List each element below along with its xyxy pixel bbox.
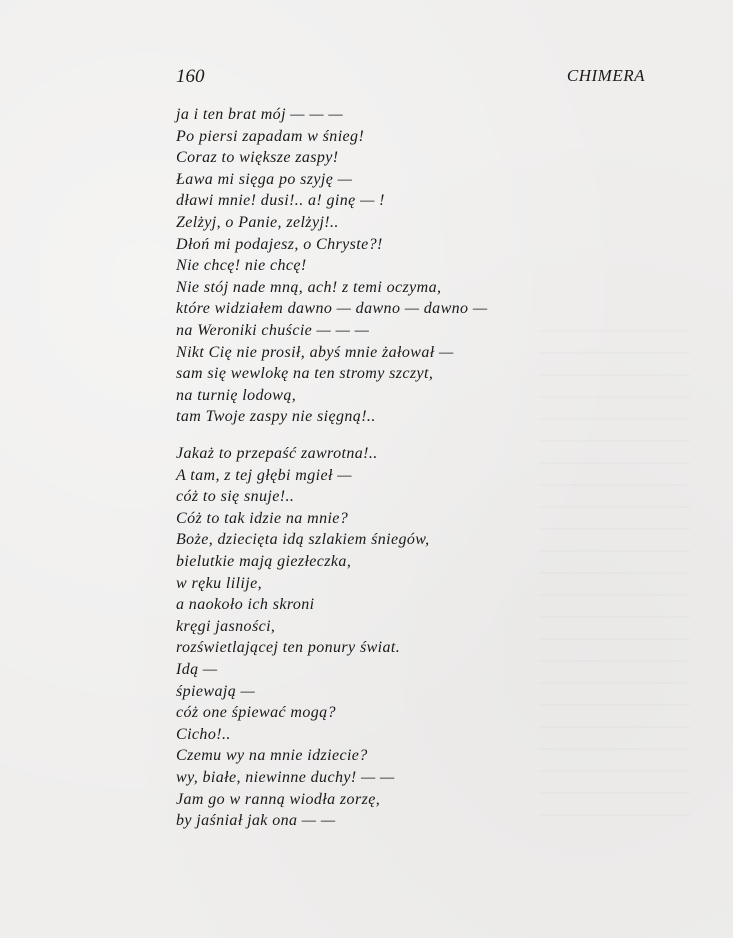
poem-line: wy, białe, niewinne duchy! — — bbox=[176, 768, 395, 786]
poem-line: dławi mnie! dusi!.. a! ginę — ! bbox=[176, 192, 385, 210]
poem-line: Czemu wy na mnie idziecie? bbox=[176, 747, 368, 765]
poem-line: ja i ten brat mój — — — bbox=[176, 106, 343, 123]
poem-line: tam Twoje zaspy nie sięgną!.. bbox=[176, 408, 376, 426]
poem-line: Jakaż to przepaść zawrotna!.. bbox=[176, 445, 378, 462]
poem-line: Po piersi zapadam w śnieg! bbox=[176, 127, 365, 145]
poem-line: Boże, dziecięta idą szlakiem śniegów, bbox=[176, 531, 430, 549]
poem-line: w ręku lilije, bbox=[176, 574, 263, 592]
stanza-2 bbox=[176, 443, 430, 832]
poem-line: Coraz to większe zaspy! bbox=[176, 149, 339, 167]
poem-line: sam się wewlokę na ten stromy szczyt, bbox=[176, 365, 434, 383]
poem-line: Idą — bbox=[176, 660, 218, 678]
poem-line: śpiewają — bbox=[176, 682, 256, 700]
show-through-texture bbox=[540, 330, 690, 830]
poem-line: Zelżyj, o Panie, zelżyj!.. bbox=[176, 213, 339, 231]
poem-line: rozświetlającej ten ponury świat. bbox=[176, 639, 401, 657]
poem-line: Jam go w ranną wiodła zorzę, bbox=[176, 790, 381, 808]
poem-line: a naokoło ich skroni bbox=[176, 596, 315, 614]
poem-line: które widziałem dawno — dawno — dawno — bbox=[176, 300, 488, 318]
poem-line: Nie chcę! nie chcę! bbox=[176, 257, 307, 275]
poem-line: kręgi jasności, bbox=[176, 617, 276, 635]
poem-line: Dłoń mi podajesz, o Chryste?! bbox=[176, 235, 383, 253]
poem-line: cóż to się snuje!.. bbox=[176, 488, 295, 506]
poem-line: na Weroniki chuście — — — bbox=[176, 321, 370, 339]
stanza-1 bbox=[176, 104, 487, 428]
poem-line: bielutkie mają giezłeczka, bbox=[176, 552, 352, 570]
poem-line: A tam, z tej głębi mgieł — bbox=[176, 466, 352, 484]
poem-line: na turnię lodową, bbox=[176, 386, 297, 404]
poem-line: Nikt Cię nie prosił, abyś mnie żałował — bbox=[176, 343, 454, 361]
poem-line: Cicho!.. bbox=[176, 725, 231, 743]
poem-line: Nie stój nade mną, ach! z temi oczyma, bbox=[176, 278, 442, 296]
poem-line: by jaśniał jak ona — — bbox=[176, 812, 336, 830]
page-number: 160 bbox=[176, 66, 205, 87]
poem-line: Ława mi sięga po szyję — bbox=[176, 170, 353, 188]
poem-line: cóż one śpiewać mogą? bbox=[176, 704, 336, 722]
poem-line: Cóż to tak idzie na mnie? bbox=[176, 509, 349, 527]
running-head: CHIMERA bbox=[566, 66, 645, 85]
